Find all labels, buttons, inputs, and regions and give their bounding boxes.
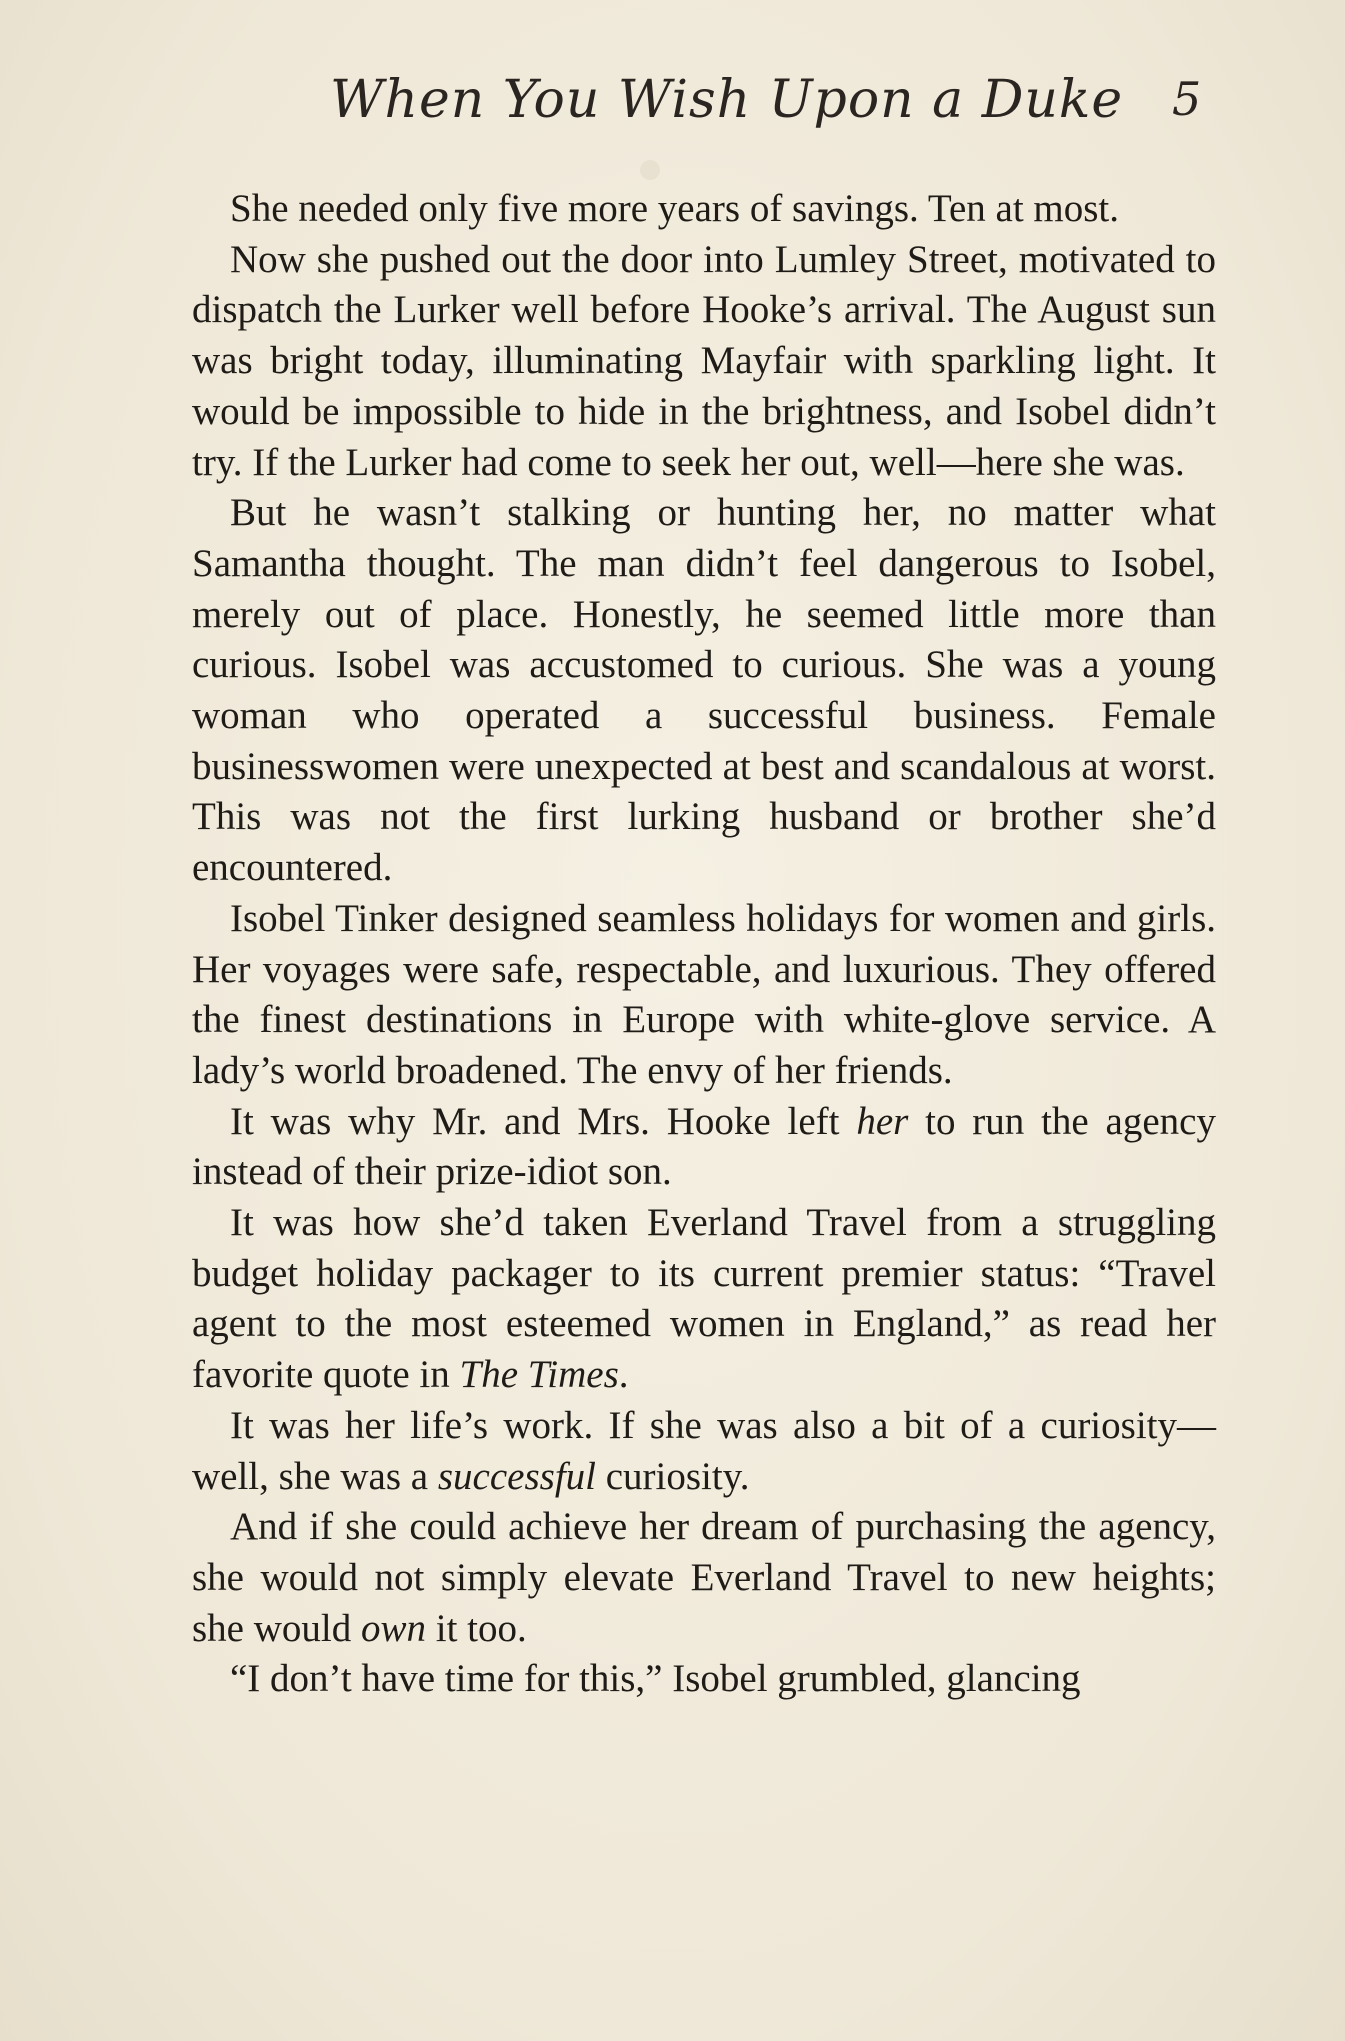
body-text bbox=[192, 184, 1216, 1705]
paragraph-text: And if she could achieve her dream of purchasing the agency, she would not simply elevate Everland Travel to new heights; she would bbox=[192, 1505, 1216, 1650]
emphasis-text: successful bbox=[437, 1454, 596, 1498]
paragraph-text: It was her life’s work. If she was also a bit of a curiosity—well, she was a bbox=[192, 1403, 1216, 1498]
paragraph bbox=[192, 1401, 1216, 1502]
paragraph-text: curiosity. bbox=[596, 1454, 750, 1498]
page-smudge bbox=[640, 160, 660, 180]
paragraph-text: It was why Mr. and Mrs. Hooke left bbox=[230, 1099, 857, 1143]
paragraph: “I don’t have time for this,” Isobel grumbled, glancing bbox=[230, 1657, 1081, 1701]
paragraph bbox=[192, 1502, 1216, 1654]
paragraph bbox=[192, 1097, 1216, 1198]
paragraph-text: . bbox=[618, 1353, 629, 1397]
paragraph-text: It was how she’d taken Everland Travel from a struggling budget holiday packager to its current premier status: “Travel agent to the most esteemed women in England,” as read her favorite quote in bbox=[192, 1201, 1216, 1397]
paragraph bbox=[192, 1198, 1216, 1401]
paragraph: Isobel Tinker designed seamless holidays for women and girls. Her voyages were safe, respectable, and luxurious. They offered the finest destinations in Europe with white-glove service. A lady’s world broadened. The envy of her friends. bbox=[192, 896, 1216, 1092]
paragraph-text: it too. bbox=[426, 1606, 527, 1650]
running-title: When You Wish Upon a Duke bbox=[330, 70, 1124, 130]
paragraph: Now she pushed out the door into Lumley Street, motivated to dispatch the Lurker well before Hooke’s arrival. The August sun was bright today, illuminating Mayfair with sparkling light. It would be impossible to hide in the brightness, and Isobel didn’t try. If the Lurker had come to seek her out, well—here she was. bbox=[192, 237, 1216, 484]
emphasis-text: own bbox=[361, 1606, 427, 1650]
running-header bbox=[0, 62, 1345, 142]
emphasis-text: The Times bbox=[459, 1353, 619, 1397]
paragraph-text: to run the agency instead of their prize-idiot son. bbox=[192, 1099, 1216, 1194]
paragraph: She needed only five more years of savings. Ten at most. bbox=[230, 187, 1120, 230]
page-number: 5 bbox=[1172, 72, 1202, 126]
paragraph: But he wasn’t stalking or hunting her, no matter what Samantha thought. The man didn’t feel dangerous to Isobel, merely out of place. Honestly, he seemed little more than curious. Isobel was accustomed to curious. She was a young woman who operated a successful business. Female businesswomen were unexpected at best and scandalous at worst. This was not the first lurking husband or brother she’d encountered. bbox=[192, 491, 1216, 890]
emphasis-text: her bbox=[856, 1099, 909, 1143]
